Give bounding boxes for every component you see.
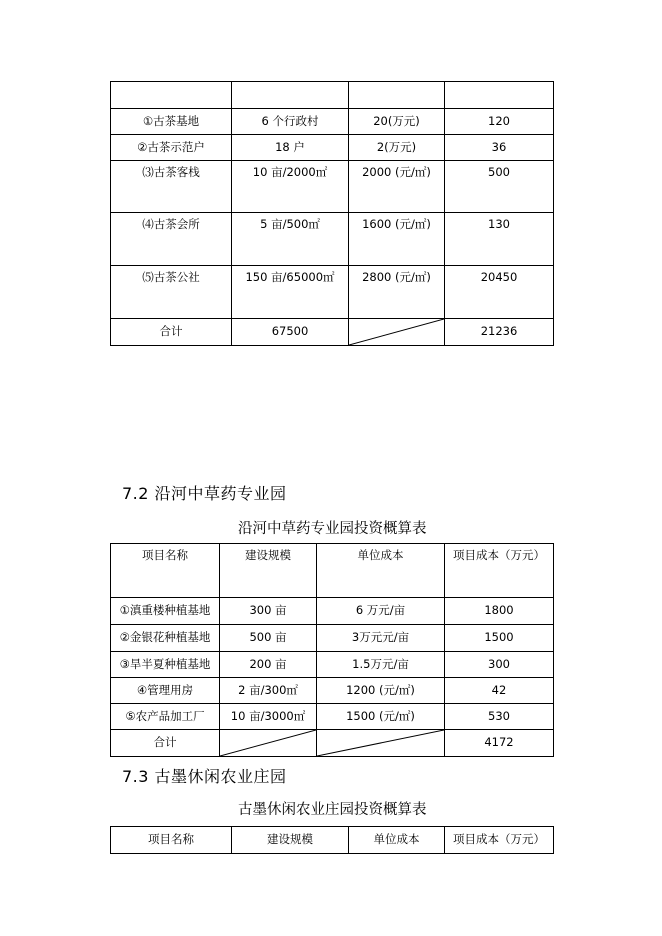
scale-cell: 18 户 xyxy=(232,135,349,161)
table-total-row xyxy=(111,730,554,757)
cost-cell: 530 xyxy=(445,704,554,730)
name-cell: ①古茶基地 xyxy=(111,109,232,135)
cost-cell: 36 xyxy=(445,135,554,161)
name-cell: ①滇重楼种植基地 xyxy=(111,598,220,625)
table-header-row xyxy=(111,827,554,854)
section-heading-7-3: 7.3 古墨休闲农业庄园 xyxy=(122,767,287,786)
name-cell: ③旱半夏种植基地 xyxy=(111,652,220,678)
cost-cell: 20450 xyxy=(445,266,554,319)
table-row xyxy=(111,213,554,266)
header-cost: 项目成本（万元） xyxy=(445,544,554,598)
scale-cell: 150 亩/65000㎡ xyxy=(232,266,349,319)
table-row xyxy=(111,704,554,730)
table-row xyxy=(111,266,554,319)
unit-cost-cell: 2(万元) xyxy=(349,135,445,161)
cost-cell: 1500 xyxy=(445,625,554,652)
header-scale: 建设规模 xyxy=(232,827,349,854)
table-row xyxy=(111,598,554,625)
header-cost: 项目成本（万元） xyxy=(445,827,554,854)
name-cell: ②古茶示范户 xyxy=(111,135,232,161)
unit-cost-cell: 2800 (元/㎡) xyxy=(349,266,445,319)
unit-cost-cell: 1200 (元/㎡) xyxy=(317,678,445,704)
scale-cell: 10 亩/2000㎡ xyxy=(232,161,349,213)
unit-cost-cell: 6 万元/亩 xyxy=(317,598,445,625)
scale-cell: 6 个行政村 xyxy=(232,109,349,135)
name-cell: ②金银花种植基地 xyxy=(111,625,220,652)
leisure-farm-table xyxy=(110,826,554,854)
header-name: 项目名称 xyxy=(111,827,232,854)
name-cell: ⑷古茶会所 xyxy=(111,213,232,266)
header-unit-cost: 单位成本 xyxy=(349,827,445,854)
unit-cost-cell: 1500 (元/㎡) xyxy=(317,704,445,730)
table-row xyxy=(111,652,554,678)
scale-cell: 200 亩 xyxy=(220,652,317,678)
name-cell: ⑸古茶公社 xyxy=(111,266,232,319)
cost-cell: 300 xyxy=(445,652,554,678)
scale-cell: 500 亩 xyxy=(220,625,317,652)
cost-cell xyxy=(445,82,554,109)
total-label: 合计 xyxy=(111,730,220,757)
empty-diagonal-cell xyxy=(317,730,445,757)
table-row xyxy=(111,135,554,161)
total-cost: 21236 xyxy=(445,319,554,346)
name-cell: ⑤农产品加工厂 xyxy=(111,704,220,730)
scale-cell xyxy=(232,82,349,109)
unit-cost-cell: 2000 (元/㎡) xyxy=(349,161,445,213)
table-caption-7-2: 沿河中草药专业园投资概算表 xyxy=(238,521,427,537)
table-row xyxy=(111,625,554,652)
table-row xyxy=(111,678,554,704)
total-cost: 4172 xyxy=(445,730,554,757)
header-unit-cost: 单位成本 xyxy=(317,544,445,598)
unit-cost-cell xyxy=(349,82,445,109)
table-row xyxy=(111,161,554,213)
table-total-row xyxy=(111,319,554,346)
empty-diagonal-cell xyxy=(220,730,317,757)
table-caption-7-3: 古墨休闲农业庄园投资概算表 xyxy=(238,802,427,818)
cost-cell: 130 xyxy=(445,213,554,266)
scale-cell: 2 亩/300㎡ xyxy=(220,678,317,704)
unit-cost-cell: 1.5万元/亩 xyxy=(317,652,445,678)
name-cell: ④管理用房 xyxy=(111,678,220,704)
scale-cell: 5 亩/500㎡ xyxy=(232,213,349,266)
total-label: 合计 xyxy=(111,319,232,346)
section-heading-7-2: 7.2 沿河中草药专业园 xyxy=(122,484,287,503)
total-scale: 67500 xyxy=(232,319,349,346)
cost-cell: 1800 xyxy=(445,598,554,625)
herb-park-table xyxy=(110,543,554,757)
header-name: 项目名称 xyxy=(111,544,220,598)
cost-cell: 500 xyxy=(445,161,554,213)
unit-cost-cell: 20(万元) xyxy=(349,109,445,135)
tea-investment-table xyxy=(110,81,554,346)
name-cell xyxy=(111,82,232,109)
empty-diagonal-cell xyxy=(349,319,445,346)
unit-cost-cell: 1600 (元/㎡) xyxy=(349,213,445,266)
cost-cell: 42 xyxy=(445,678,554,704)
name-cell: ⑶古茶客栈 xyxy=(111,161,232,213)
scale-cell: 10 亩/3000㎡ xyxy=(220,704,317,730)
scale-cell: 300 亩 xyxy=(220,598,317,625)
unit-cost-cell: 3万元元/亩 xyxy=(317,625,445,652)
table-header-row xyxy=(111,544,554,598)
cost-cell: 120 xyxy=(445,109,554,135)
header-scale: 建设规模 xyxy=(220,544,317,598)
table-row xyxy=(111,82,554,109)
table-row xyxy=(111,109,554,135)
